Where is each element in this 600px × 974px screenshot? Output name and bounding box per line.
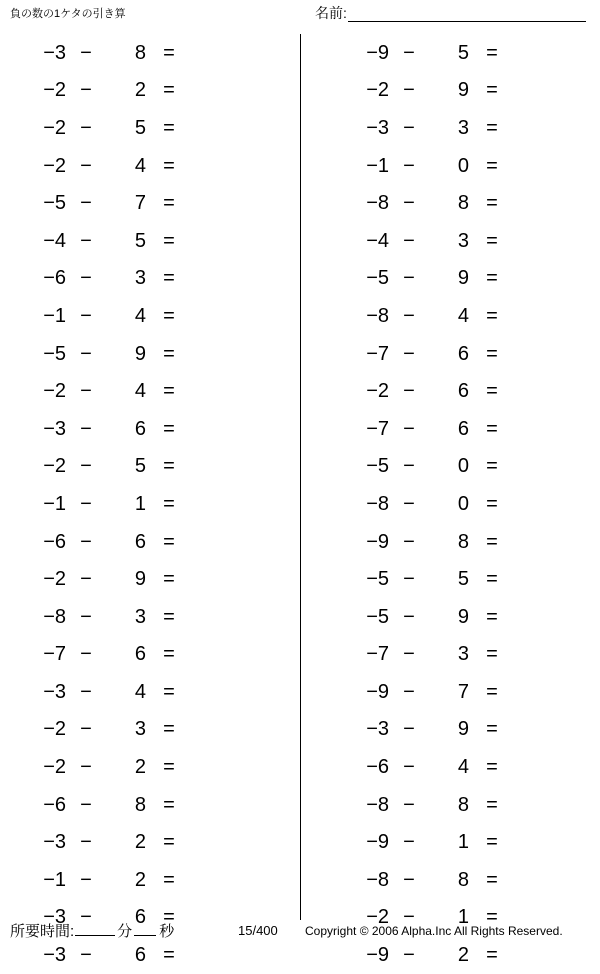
problem-row [301, 184, 600, 222]
operand-second: 9 [457, 79, 469, 102]
operand-second: 6 [134, 906, 146, 929]
equals-operator: = [486, 756, 498, 779]
problem-row [301, 711, 600, 749]
minus-operator: − [80, 906, 92, 929]
problem-row [301, 109, 600, 147]
minus-operator: − [403, 342, 415, 365]
minus-operator: − [80, 568, 92, 591]
minus-operator: − [403, 116, 415, 139]
operand-second: 9 [134, 342, 146, 365]
operand-second: 6 [134, 944, 146, 967]
equals-operator: = [486, 154, 498, 177]
problem-row [0, 297, 300, 335]
equals-operator: = [486, 643, 498, 666]
minus-operator: − [80, 831, 92, 854]
operand-first: −9 [366, 680, 389, 703]
equals-operator: = [163, 304, 175, 327]
minus-operator: − [403, 417, 415, 440]
operand-first: −2 [366, 79, 389, 102]
operand-first: −3 [43, 41, 66, 64]
minus-operator: − [403, 530, 415, 553]
minus-operator: − [80, 229, 92, 252]
problem-row [0, 72, 300, 110]
problem-row [301, 410, 600, 448]
operand-first: −5 [366, 568, 389, 591]
problem-row [0, 184, 300, 222]
operand-second: 3 [134, 605, 146, 628]
operand-first: −5 [43, 342, 66, 365]
problem-row [0, 823, 300, 861]
operand-second: 6 [134, 530, 146, 553]
minus-operator: − [80, 154, 92, 177]
minus-operator: − [80, 380, 92, 403]
operand-second: 3 [134, 267, 146, 290]
operand-first: −3 [366, 718, 389, 741]
operand-first: −2 [366, 906, 389, 929]
operand-first: −2 [43, 455, 66, 478]
problem-row [0, 673, 300, 711]
operand-first: −7 [43, 643, 66, 666]
operand-second: 4 [134, 380, 146, 403]
operand-first: −8 [366, 492, 389, 515]
equals-operator: = [163, 192, 175, 215]
operand-first: −8 [366, 192, 389, 215]
operand-second: 1 [457, 831, 469, 854]
operand-first: −7 [366, 342, 389, 365]
problem-row [0, 711, 300, 749]
operand-first: −5 [366, 605, 389, 628]
operand-second: 2 [134, 79, 146, 102]
equals-operator: = [486, 304, 498, 327]
operand-first: −2 [43, 154, 66, 177]
operand-first: −2 [43, 116, 66, 139]
operand-second: 3 [457, 229, 469, 252]
equals-operator: = [163, 79, 175, 102]
equals-operator: = [486, 906, 498, 929]
equals-operator: = [486, 831, 498, 854]
equals-operator: = [486, 793, 498, 816]
problem-row [0, 786, 300, 824]
problem-row [301, 147, 600, 185]
minus-operator: − [403, 267, 415, 290]
operand-second: 5 [457, 568, 469, 591]
problem-row [301, 786, 600, 824]
operand-first: −3 [43, 831, 66, 854]
operand-first: −3 [43, 944, 66, 967]
operand-second: 8 [457, 793, 469, 816]
equals-operator: = [163, 831, 175, 854]
operand-first: −2 [43, 756, 66, 779]
operand-first: −6 [43, 530, 66, 553]
operand-first: −6 [43, 267, 66, 290]
problem-row [301, 485, 600, 523]
operand-second: 5 [457, 41, 469, 64]
operand-first: −9 [366, 944, 389, 967]
equals-operator: = [163, 492, 175, 515]
operand-second: 5 [134, 116, 146, 139]
operand-first: −8 [366, 304, 389, 327]
equals-operator: = [163, 568, 175, 591]
minus-operator: − [80, 417, 92, 440]
name-input-line[interactable] [348, 6, 586, 22]
minus-operator: − [403, 831, 415, 854]
minus-operator: − [80, 116, 92, 139]
minus-operator: − [403, 154, 415, 177]
problem-row [301, 560, 600, 598]
operand-first: −4 [43, 229, 66, 252]
minus-operator: − [80, 944, 92, 967]
operand-first: −6 [43, 793, 66, 816]
equals-operator: = [486, 492, 498, 515]
operand-first: −2 [366, 380, 389, 403]
operand-first: −9 [366, 530, 389, 553]
minus-operator: − [403, 944, 415, 967]
equals-operator: = [163, 229, 175, 252]
worksheet-footer [0, 920, 600, 944]
operand-first: −8 [366, 793, 389, 816]
minus-operator: − [403, 192, 415, 215]
operand-second: 3 [457, 116, 469, 139]
equals-operator: = [163, 154, 175, 177]
equals-operator: = [486, 417, 498, 440]
problem-row [0, 372, 300, 410]
equals-operator: = [163, 756, 175, 779]
operand-first: −1 [43, 492, 66, 515]
operand-first: −4 [366, 229, 389, 252]
copyright-notice: Copyright © 2006 Alpha.Inc All Rights Reserved. [305, 924, 563, 938]
equals-operator: = [486, 229, 498, 252]
operand-second: 2 [457, 944, 469, 967]
equals-operator: = [486, 79, 498, 102]
problem-row [0, 560, 300, 598]
operand-first: −2 [43, 568, 66, 591]
equals-operator: = [163, 868, 175, 891]
operand-first: −3 [43, 417, 66, 440]
operand-second: 6 [134, 417, 146, 440]
equals-operator: = [486, 568, 498, 591]
minus-operator: − [80, 793, 92, 816]
minus-operator: − [80, 605, 92, 628]
equals-operator: = [163, 342, 175, 365]
problem-row [0, 598, 300, 636]
elapsed-time-block [10, 920, 174, 941]
operand-first: −2 [43, 79, 66, 102]
operand-first: −2 [43, 718, 66, 741]
problem-row [0, 260, 300, 298]
problem-row [301, 598, 600, 636]
operand-second: 8 [457, 868, 469, 891]
minus-operator: − [403, 605, 415, 628]
minus-operator: − [80, 342, 92, 365]
operand-second: 6 [457, 380, 469, 403]
operand-second: 5 [134, 229, 146, 252]
minus-operator: − [403, 455, 415, 478]
minutes-unit-label: 分 [117, 923, 133, 940]
seconds-unit-label: 秒 [159, 923, 175, 940]
name-field-block [315, 4, 590, 22]
operand-second: 8 [134, 793, 146, 816]
operand-first: −9 [366, 831, 389, 854]
operand-second: 1 [457, 906, 469, 929]
problem-row [0, 335, 300, 373]
operand-second: 2 [134, 756, 146, 779]
problem-row [301, 372, 600, 410]
minutes-input-line[interactable] [75, 920, 115, 936]
problem-row [301, 673, 600, 711]
equals-operator: = [163, 605, 175, 628]
operand-first: −9 [366, 41, 389, 64]
equals-operator: = [486, 455, 498, 478]
problem-row [0, 861, 300, 899]
equals-operator: = [486, 530, 498, 553]
operand-first: −7 [366, 417, 389, 440]
operand-first: −1 [43, 304, 66, 327]
operand-second: 3 [134, 718, 146, 741]
operand-second: 6 [457, 417, 469, 440]
minus-operator: − [403, 492, 415, 515]
operand-second: 0 [457, 455, 469, 478]
name-label: 名前: [315, 5, 347, 21]
equals-operator: = [163, 793, 175, 816]
operand-second: 4 [134, 304, 146, 327]
operand-first: −3 [43, 680, 66, 703]
operand-second: 4 [457, 304, 469, 327]
problem-row [0, 448, 300, 486]
operand-second: 0 [457, 154, 469, 177]
equals-operator: = [163, 380, 175, 403]
operand-second: 9 [457, 267, 469, 290]
problem-row [301, 748, 600, 786]
operand-second: 3 [457, 643, 469, 666]
equals-operator: = [486, 718, 498, 741]
equals-operator: = [486, 342, 498, 365]
operand-second: 6 [457, 342, 469, 365]
problem-row [301, 260, 600, 298]
operand-second: 4 [457, 756, 469, 779]
equals-operator: = [163, 41, 175, 64]
operand-second: 8 [134, 41, 146, 64]
operand-first: −5 [366, 267, 389, 290]
worksheet-header [0, 0, 600, 32]
minus-operator: − [80, 304, 92, 327]
minus-operator: − [80, 756, 92, 779]
operand-second: 9 [134, 568, 146, 591]
problem-row [0, 34, 300, 72]
equals-operator: = [486, 680, 498, 703]
equals-operator: = [163, 417, 175, 440]
equals-operator: = [486, 944, 498, 967]
operand-first: −8 [43, 605, 66, 628]
minus-operator: − [80, 530, 92, 553]
problem-row [301, 823, 600, 861]
minus-operator: − [80, 868, 92, 891]
operand-first: −6 [366, 756, 389, 779]
operand-first: −5 [366, 455, 389, 478]
operand-second: 7 [134, 192, 146, 215]
operand-first: −7 [366, 643, 389, 666]
operand-second: 6 [134, 643, 146, 666]
operand-first: −1 [43, 868, 66, 891]
minus-operator: − [403, 304, 415, 327]
equals-operator: = [163, 455, 175, 478]
minus-operator: − [403, 79, 415, 102]
minus-operator: − [403, 680, 415, 703]
minus-operator: − [80, 680, 92, 703]
minus-operator: − [403, 568, 415, 591]
operand-second: 1 [134, 492, 146, 515]
equals-operator: = [163, 680, 175, 703]
minus-operator: − [403, 380, 415, 403]
operand-first: −5 [43, 192, 66, 215]
operand-second: 8 [457, 192, 469, 215]
seconds-input-line[interactable] [134, 920, 156, 936]
operand-second: 2 [134, 831, 146, 854]
minus-operator: − [80, 718, 92, 741]
equals-operator: = [486, 116, 498, 139]
problem-row [301, 335, 600, 373]
problem-row [0, 109, 300, 147]
operand-second: 5 [134, 455, 146, 478]
equals-operator: = [486, 267, 498, 290]
minus-operator: − [403, 868, 415, 891]
minus-operator: − [403, 718, 415, 741]
elapsed-time-label: 所要時間: [10, 923, 75, 940]
problem-row [0, 748, 300, 786]
equals-operator: = [163, 643, 175, 666]
minus-operator: − [80, 267, 92, 290]
operand-second: 4 [134, 154, 146, 177]
operand-second: 0 [457, 492, 469, 515]
minus-operator: − [403, 229, 415, 252]
problem-row [301, 297, 600, 335]
equals-operator: = [163, 944, 175, 967]
equals-operator: = [486, 380, 498, 403]
operand-first: −1 [366, 154, 389, 177]
page-number: 15/400 [238, 923, 278, 938]
operand-second: 7 [457, 680, 469, 703]
operand-first: −2 [43, 380, 66, 403]
minus-operator: − [80, 41, 92, 64]
problem-row [0, 636, 300, 674]
minus-operator: − [403, 793, 415, 816]
problem-row [301, 448, 600, 486]
operand-first: −3 [366, 116, 389, 139]
operand-second: 9 [457, 605, 469, 628]
equals-operator: = [486, 605, 498, 628]
operand-second: 9 [457, 718, 469, 741]
problem-row [0, 410, 300, 448]
problem-row [301, 34, 600, 72]
minus-operator: − [80, 492, 92, 515]
equals-operator: = [486, 192, 498, 215]
equals-operator: = [163, 530, 175, 553]
equals-operator: = [163, 718, 175, 741]
problem-row [301, 636, 600, 674]
problem-row [0, 523, 300, 561]
equals-operator: = [486, 868, 498, 891]
problem-row [301, 72, 600, 110]
minus-operator: − [403, 41, 415, 64]
minus-operator: − [80, 643, 92, 666]
equals-operator: = [486, 41, 498, 64]
operand-second: 2 [134, 868, 146, 891]
problem-row [0, 485, 300, 523]
equals-operator: = [163, 116, 175, 139]
operand-second: 8 [457, 530, 469, 553]
problem-row [301, 523, 600, 561]
minus-operator: − [80, 455, 92, 478]
operand-second: 4 [134, 680, 146, 703]
equals-operator: = [163, 267, 175, 290]
problem-row [301, 222, 600, 260]
minus-operator: − [80, 79, 92, 102]
operand-first: −3 [43, 906, 66, 929]
problem-row [301, 861, 600, 899]
minus-operator: − [80, 192, 92, 215]
problem-row [0, 222, 300, 260]
page-title: 負の数の1ケタの引き算 [10, 8, 126, 20]
minus-operator: − [403, 756, 415, 779]
minus-operator: − [403, 643, 415, 666]
equals-operator: = [163, 906, 175, 929]
operand-first: −8 [366, 868, 389, 891]
problem-row [0, 147, 300, 185]
minus-operator: − [403, 906, 415, 929]
